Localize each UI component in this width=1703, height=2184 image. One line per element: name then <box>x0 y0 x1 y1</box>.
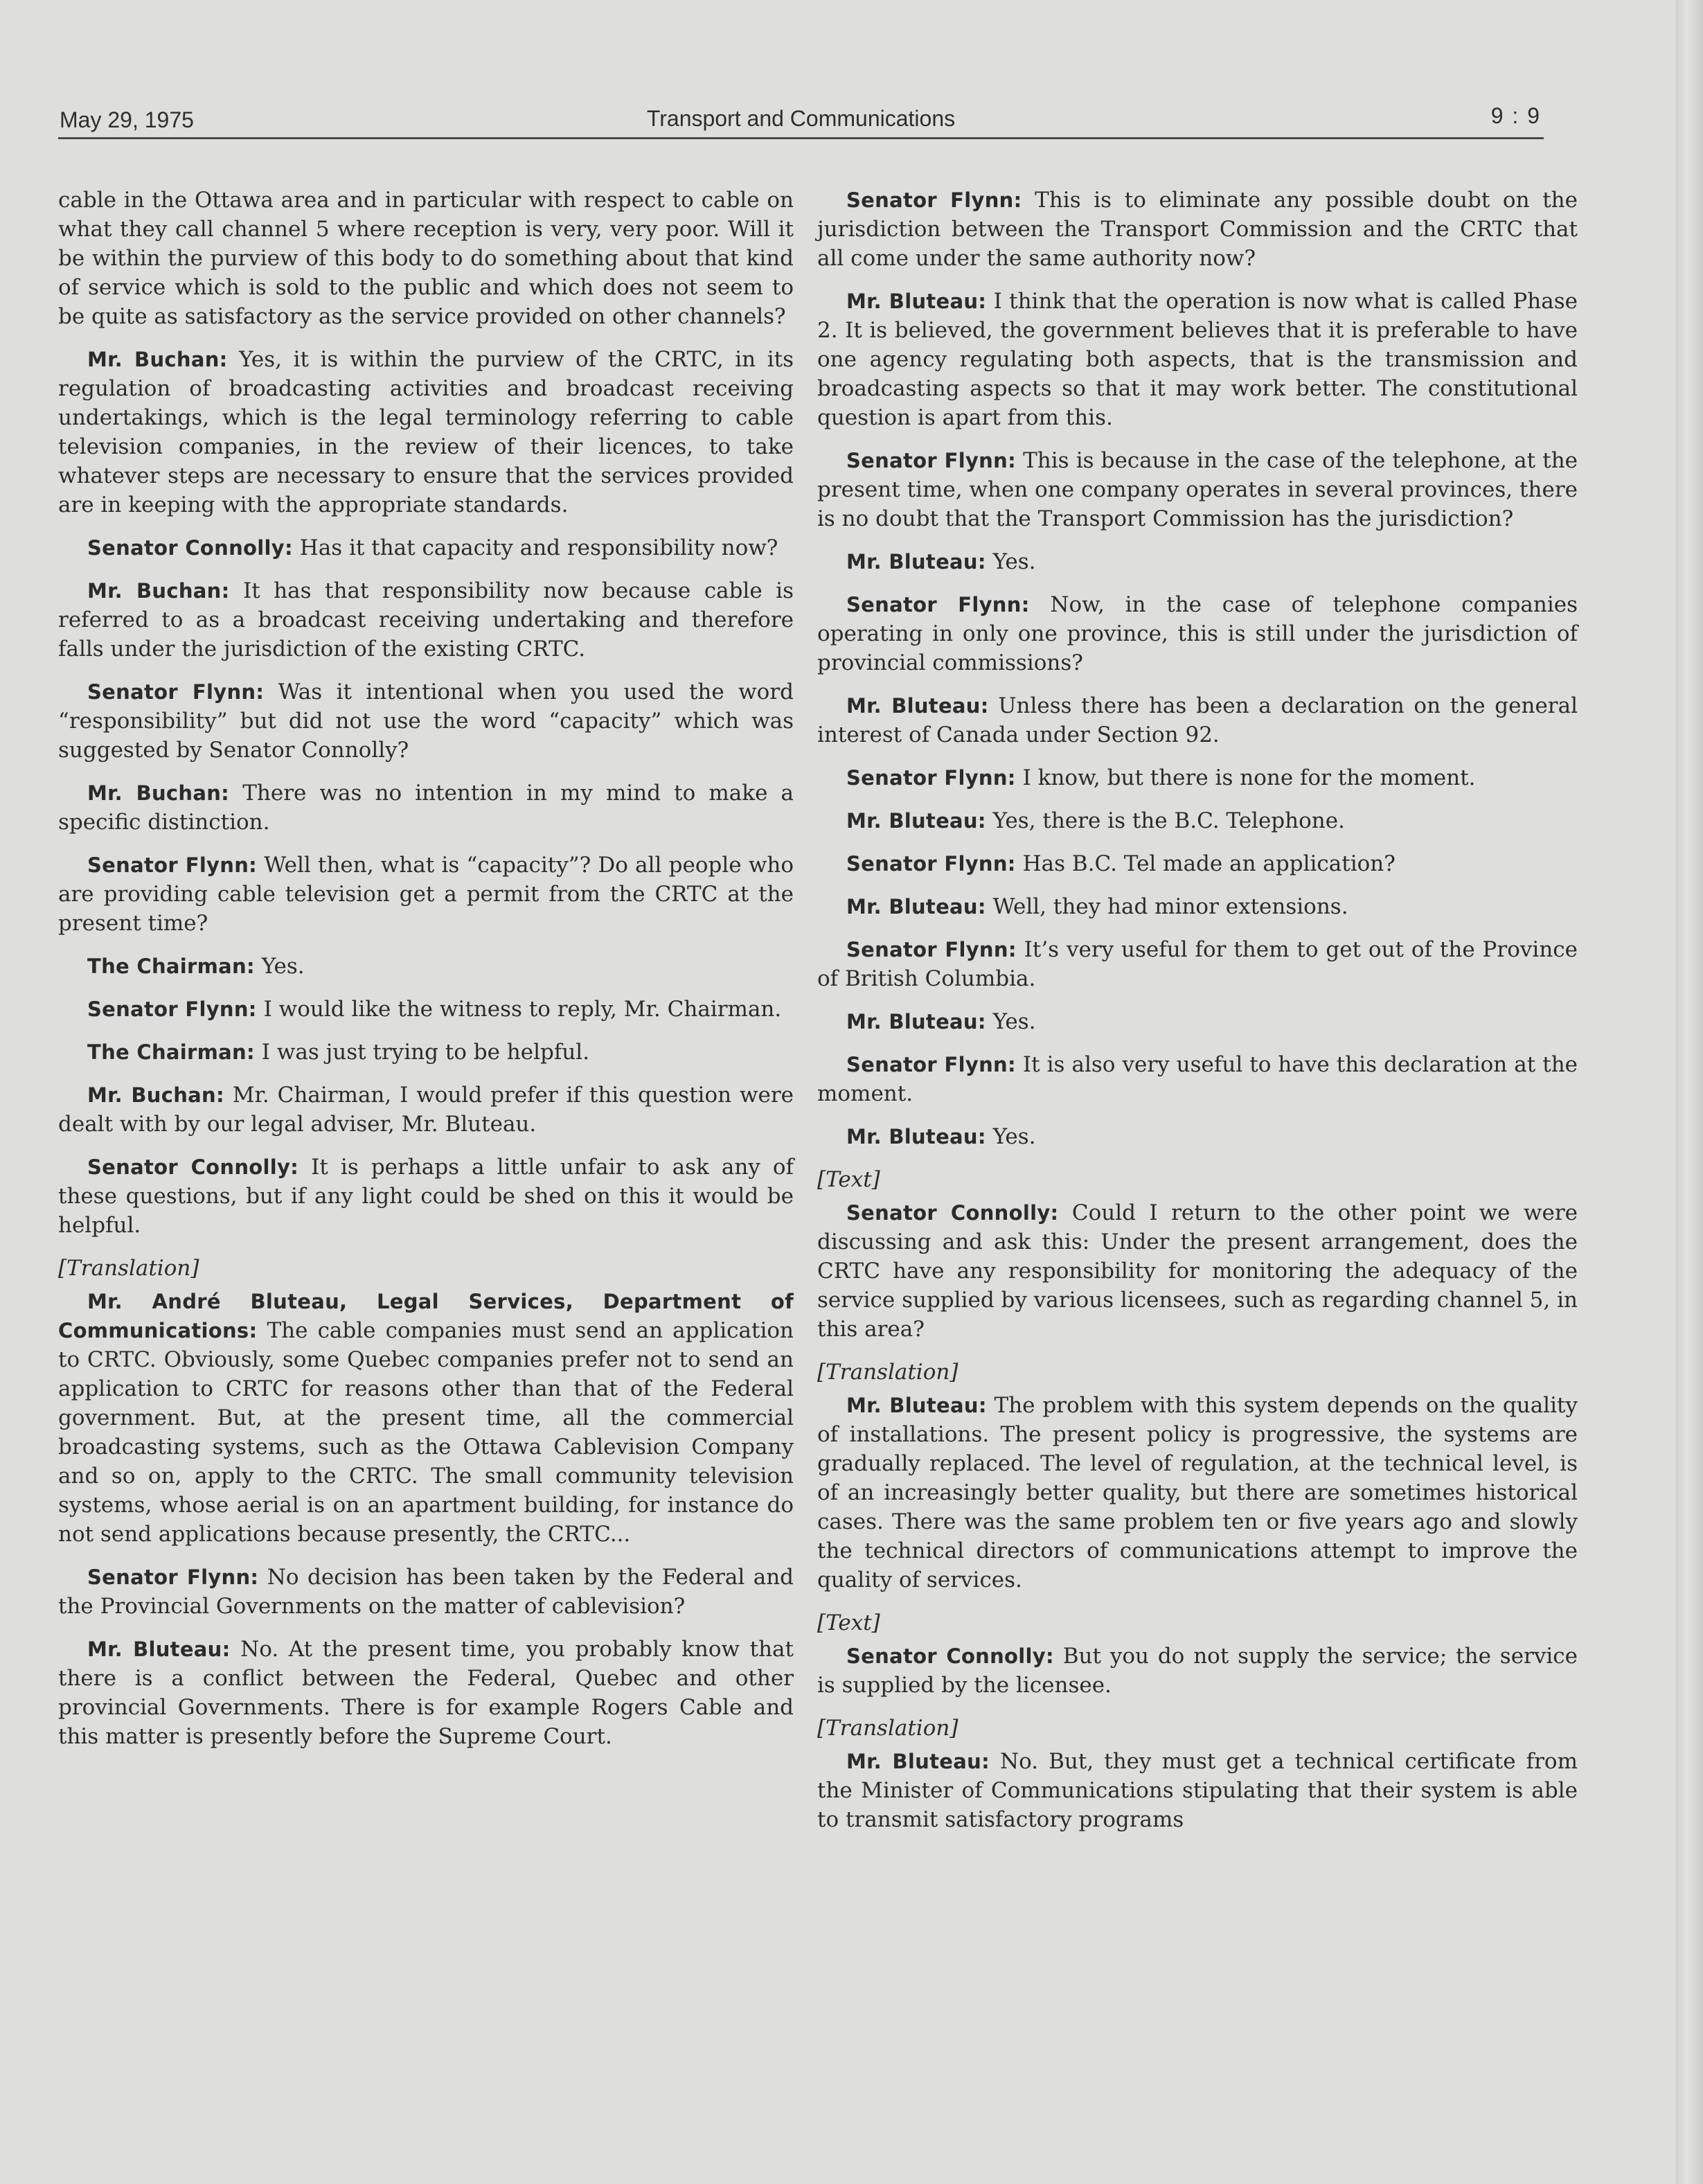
speech-paragraph <box>817 1391 1578 1595</box>
speaker-name: Mr. Buchan: <box>87 579 230 603</box>
speech-text: Yes, it is within the purview of the CRTC, in its regulation of broadcasting activities and broadcast receiving undertakings, which is the legal terminology referring to cable television companies, in the review of their licences, to take whatever steps are necessary to ensure that the services provided are in keeping with the appropriate standards. <box>58 347 794 517</box>
speech-paragraph <box>58 1081 794 1139</box>
speech-paragraph <box>58 1153 794 1240</box>
speaker-name: Mr. Bluteau: <box>846 694 989 718</box>
speech-text: Could I return to the other point we were discussing and ask this: Under the present arrangement, does the CRTC have any responsibility for monitoring the adequacy of the service supplied by various licensees, such as regarding channel 5, in this area? <box>817 1200 1578 1342</box>
speech-text: No. At the present time, you probably know that there is a conflict between the Federal, Quebec and other provincial Governments. There is for example Rogers Cable and this matter is presently before the Supreme Court. <box>58 1637 794 1749</box>
section-marker: [Translation] <box>817 1716 959 1741</box>
speech-text: Has B.C. Tel made an application? <box>1022 851 1396 876</box>
speech-paragraph <box>817 590 1578 677</box>
speech-text: It is also very useful to have this declaration at the moment. <box>817 1052 1578 1106</box>
speech-paragraph <box>817 1050 1578 1108</box>
speaker-name: Senator Connolly: <box>846 1201 1059 1225</box>
speech-text: It’s very useful for them to get out of the Province of British Columbia. <box>817 937 1578 991</box>
speaker-name: Mr. Buchan: <box>87 781 230 805</box>
speech-paragraph <box>58 1287 794 1549</box>
speaker-name: Mr. Bluteau: <box>87 1637 231 1661</box>
speech-paragraph <box>817 849 1578 878</box>
speech-text: The problem with this system depends on the quality of installations. The present policy is progressive, the systems are gradually replaced. The level of regulation, at the technical level, is of an increasingly better quality, but there are sometimes historical cases. There was the same problem ten or five years ago and slowly the technical directors of communications attempt to improve the quality of services. <box>817 1393 1578 1592</box>
speech-paragraph <box>58 1563 794 1621</box>
speech-paragraph <box>817 1747 1578 1834</box>
speech-text: Yes, there is the B.C. Telephone. <box>992 808 1345 833</box>
header-page-number: 9 : 9 <box>1490 103 1541 128</box>
speaker-name: Senator Flynn: <box>87 853 258 877</box>
speaker-name: Mr. Bluteau: <box>846 1010 986 1033</box>
speaker-name: Senator Flynn: <box>87 680 265 704</box>
speaker-name: Mr. Buchan: <box>87 348 228 371</box>
speech-text: This is to eliminate any possible doubt on the jurisdiction between the Transport Commission and the CRTC that all come under the same authority now? <box>817 188 1578 271</box>
speech-text: It has that responsibility now because cable is referred to as a broadcast receiving undertaking and therefore falls under the jurisdiction of the existing CRTC. <box>58 578 794 662</box>
speech-paragraph <box>817 186 1578 273</box>
right-column <box>817 186 1578 1848</box>
speech-paragraph <box>817 446 1578 533</box>
left-column <box>58 186 794 1765</box>
speech-text: I think that the operation is now what is called Phase 2. It is believed, the government believes that it is preferable to have one agency regulating both aspects, that is the transmission and broadcasting aspects so that it may work better. The constitutional question is apart from this. <box>817 289 1578 430</box>
speaker-name: Senator Connolly: <box>87 536 293 560</box>
speech-text: Yes. <box>992 1009 1036 1034</box>
speech-paragraph <box>817 547 1578 576</box>
speech-text: Yes. <box>261 954 305 979</box>
speech-paragraph <box>58 1038 794 1067</box>
speech-paragraph <box>58 851 794 938</box>
page-edge <box>1676 0 1703 2184</box>
speech-paragraph <box>58 533 794 562</box>
speech-text: Mr. Chairman, I would prefer if this question were dealt with by our legal adviser, Mr. Bluteau. <box>58 1083 794 1137</box>
speaker-name: Mr. Bluteau: <box>846 1394 987 1417</box>
speaker-name: Mr. Bluteau: <box>846 895 986 918</box>
section-marker: [Text] <box>817 1610 880 1635</box>
speech-paragraph <box>58 779 794 837</box>
speech-paragraph <box>58 995 794 1024</box>
speaker-name: Senator Flynn: <box>87 997 257 1021</box>
speech-text: The cable companies must send an application to CRTC. Obviously, some Quebec companies prefer not to send an application to CRTC for reasons other than that of the Federal government. But, at the present time, all the commercial broadcasting systems, such as the Ottawa Cablevision Company and so on, apply to the CRTC. The small community television systems, whose aerial is on an apartment building, for instance do not send applications because presently, the CRTC... <box>58 1318 794 1547</box>
speech-paragraph <box>817 763 1578 792</box>
speech-text: Unless there has been a declaration on the general interest of Canada under Section 92. <box>817 693 1578 747</box>
speaker-name: Senator Flynn: <box>846 449 1016 472</box>
speech-text: I know, but there is none for the moment. <box>1022 765 1476 790</box>
header-title: Transport and Communications <box>646 106 956 131</box>
speech-text: No decision has been taken by the Federal and the Provincial Governments on the matter of cablevision? <box>58 1565 794 1619</box>
speaker-name: Mr. Bluteau: <box>846 809 986 833</box>
speaker-name: The Chairman: <box>87 1040 255 1064</box>
speaker-name: The Chairman: <box>87 955 255 978</box>
speech-text: I was just trying to be helpful. <box>261 1040 590 1065</box>
paragraph-text: cable in the Ottawa area and in particular with respect to cable on what they call channel 5 where reception is very, very poor. Will it be within the purview of this body to do something about that kind of service which is sold to the public and which does not seem to be quite as satisfactory as the service provided on other channels? <box>58 188 794 329</box>
speaker-name: Senator Flynn: <box>87 1565 259 1589</box>
speaker-name: Senator Connolly: <box>846 1644 1054 1668</box>
speaker-name: Senator Flynn: <box>846 1053 1016 1076</box>
speech-text: Was it intentional when you used the word “responsibility” but did not use the word “capacity” which was suggested by Senator Connolly? <box>58 680 794 763</box>
continued-paragraph <box>58 186 794 331</box>
speech-text: Well, they had minor extensions. <box>992 894 1348 919</box>
speech-paragraph <box>58 677 794 765</box>
speech-text: But you do not supply the service; the service is supplied by the licensee. <box>817 1644 1578 1698</box>
speech-paragraph <box>58 952 794 981</box>
speech-text: This is because in the case of the telephone, at the present time, when one company operates in several provinces, there is no doubt that the Transport Commission has the jurisdiction? <box>817 448 1578 531</box>
speech-paragraph <box>817 806 1578 835</box>
speech-text: There was no intention in my mind to make a specific distinction. <box>58 781 794 835</box>
section-marker: [Translation] <box>58 1256 199 1281</box>
section-marker: [Translation] <box>817 1360 959 1385</box>
speaker-name: Senator Flynn: <box>846 593 1030 616</box>
speech-paragraph <box>817 1007 1578 1036</box>
speech-paragraph <box>817 935 1578 993</box>
speech-text: No. But, they must get a technical certificate from the Minister of Communications stipulating that their system is able to transmit satisfactory programs <box>817 1749 1578 1832</box>
speech-paragraph <box>817 691 1578 749</box>
speech-text: It is perhaps a little unfair to ask any of these questions, but if any light could be shed on this it would be helpful. <box>58 1155 794 1238</box>
speaker-name: Mr. Bluteau: <box>846 1125 986 1148</box>
speaker-name: Mr. Bluteau: <box>846 550 986 574</box>
speech-paragraph <box>817 1198 1578 1344</box>
speech-text: I would like the witness to reply, Mr. Chairman. <box>263 997 782 1022</box>
speech-paragraph <box>817 1642 1578 1700</box>
speech-paragraph <box>58 576 794 664</box>
speaker-name: Senator Flynn: <box>846 766 1016 790</box>
section-marker: [Text] <box>817 1167 880 1192</box>
speaker-name: Mr. Bluteau: <box>846 1750 990 1773</box>
speaker-name: Senator Flynn: <box>846 938 1017 961</box>
speaker-name: Senator Flynn: <box>846 188 1022 212</box>
speech-paragraph <box>58 345 794 520</box>
page-header <box>58 104 1544 139</box>
speech-paragraph <box>817 287 1578 432</box>
speech-text: Well then, what is “capacity”? Do all people who are providing cable television get a permit from the CRTC at the present time? <box>58 853 794 936</box>
header-date: May 29, 1975 <box>60 107 194 132</box>
speech-paragraph <box>58 1635 794 1751</box>
speech-text: Yes. <box>992 549 1036 574</box>
speaker-name: Senator Connolly: <box>87 1155 299 1179</box>
speech-text: Yes. <box>992 1124 1036 1149</box>
speech-paragraph <box>817 1122 1578 1151</box>
speech-paragraph <box>817 892 1578 921</box>
speaker-name: Mr. Buchan: <box>87 1083 224 1107</box>
speech-text: Has it that capacity and responsibility now? <box>299 535 778 560</box>
speaker-name: Senator Flynn: <box>846 852 1016 876</box>
speaker-name: Mr. André Bluteau, Legal Services, Department of Communications: <box>58 1290 794 1342</box>
speaker-name: Mr. Bluteau: <box>846 290 987 313</box>
speech-text: Now, in the case of telephone companies operating in only one province, this is still under the jurisdiction of provincial commissions? <box>817 592 1578 675</box>
